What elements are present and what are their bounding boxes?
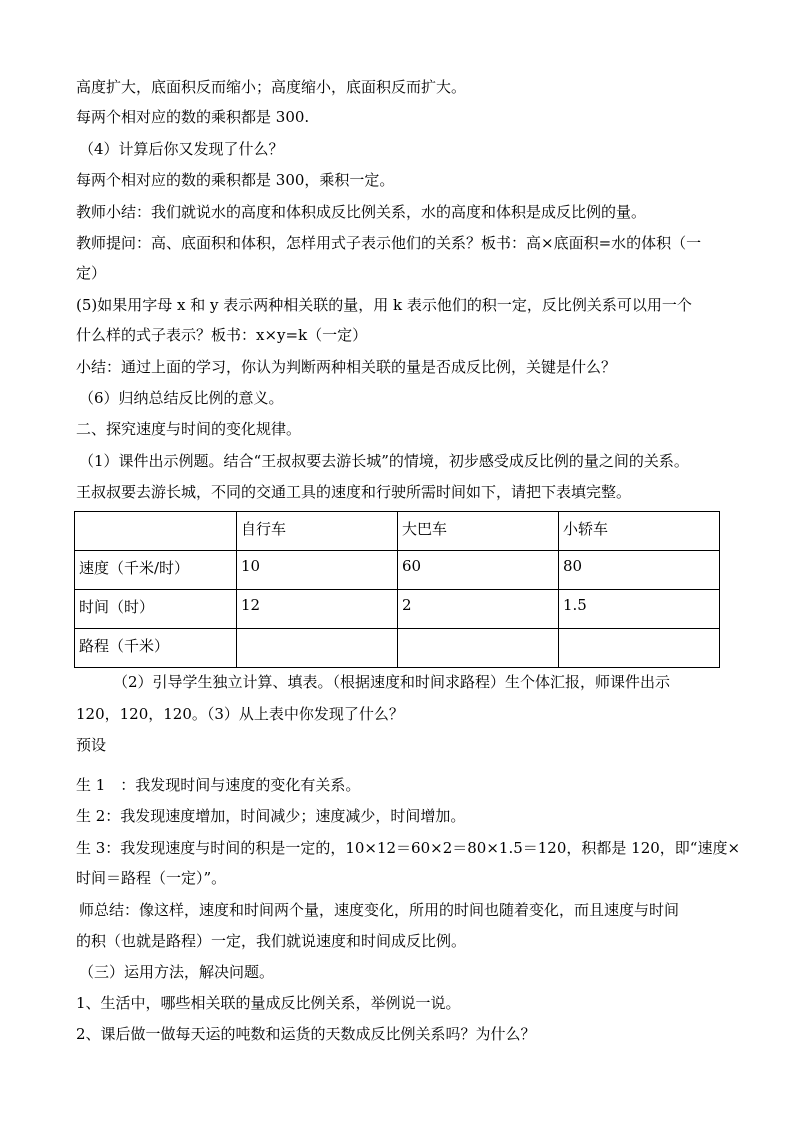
section-heading: 二、探究速度与时间的变化规律。	[76, 420, 302, 438]
paragraph-line: 每两个相对应的数的乘积都是 300.	[76, 108, 310, 126]
table-cell	[75, 512, 237, 551]
table-header-cell: 自行车	[237, 512, 398, 551]
table-cell	[398, 629, 559, 668]
teacher-conclusion: 师总结：像这样，速度和时间两个量，速度变化，所用的时间也随着变化，而且速度与时间	[79, 901, 680, 919]
table-header-cell: 大巴车	[398, 512, 559, 551]
table-row	[75, 551, 720, 590]
student-answer-2: 生 2：我发现速度增加，时间减少；速度减少，时间增加。	[76, 807, 466, 825]
exercise-2: 2、课后做一做每天运的吨数和运货的天数成反比例关系吗？为什么？	[76, 1025, 536, 1043]
summary-line: 小结：通过上面的学习，你认为判断两种相关联的量是否成反比例，关键是什么？	[76, 358, 617, 376]
question-4: （4）计算后你又发现了什么？	[79, 140, 284, 158]
student-answer-3: 生 3：我发现速度与时间的积是一定的，10×12＝60×2＝80×1.5＝120，积都是 120，即“速度×	[76, 839, 741, 857]
paragraph-line: 每两个相对应的数的乘积都是 300，乘积一定。	[76, 171, 395, 189]
table-row	[75, 590, 720, 629]
exercise-1: 1、生活中，哪些相关联的量成反比例关系，举例说一说。	[76, 994, 461, 1012]
table-instruction: 王叔叔要去游长城，不同的交通工具的速度和行驶所需时间如下，请把下表填完整。	[76, 483, 632, 501]
example-intro: （1）课件出示例题。结合“王叔叔要去游长城”的情境，初步感受成反比例的量之间的关系。	[79, 452, 689, 470]
speed-time-table	[74, 511, 720, 668]
table-cell: 1.5	[559, 590, 720, 629]
table-cell	[237, 629, 398, 668]
paragraph-line: 什么样的式子表示？板书：x×y=k（一定）	[76, 326, 368, 344]
paragraph-line: 高度扩大，底面积反而缩小；高度缩小，底面积反而扩大。	[76, 78, 467, 96]
table-row	[75, 629, 720, 668]
paragraph-line: 120，120，120。（3）从上表中你发现了什么？	[76, 705, 404, 723]
step-2: （2）引导学生独立计算、填表。（根据速度和时间求路程）生个体汇报，师课件出示	[113, 673, 671, 691]
row-label: 时间（时）	[75, 590, 237, 629]
teacher-summary: 教师小结：我们就说水的高度和体积成反比例关系，水的高度和体积是成反比例的量。	[76, 203, 647, 221]
table-cell: 10	[237, 551, 398, 590]
preset-label: 预设	[76, 736, 107, 754]
student-answer-1: 生 1 ：我发现时间与速度的变化有关系。	[76, 776, 361, 794]
question-5: (5)如果用字母 x 和 y 表示两种相关联的量，用 k 表示他们的积一定，反比例关系可以用一个	[76, 296, 692, 314]
row-label: 路程（千米）	[75, 629, 237, 668]
paragraph-line: 时间＝路程（一定）”。	[76, 869, 227, 887]
section-heading: （三）运用方法，解决问题。	[79, 963, 275, 981]
paragraph-line: 定）	[76, 264, 107, 282]
row-label: 速度（千米/时）	[75, 551, 237, 590]
table-cell: 12	[237, 590, 398, 629]
table-cell	[559, 629, 720, 668]
paragraph-line: 的积（也就是路程）一定，我们就说速度和时间成反比例。	[76, 932, 467, 950]
table-header-cell: 小轿车	[559, 512, 720, 551]
table-header-row	[75, 512, 720, 551]
teacher-question: 教师提问：高、底面积和体积，怎样用式子表示他们的关系？板书：高×底面积=水的体积（一	[76, 234, 702, 252]
table-cell: 80	[559, 551, 720, 590]
question-6: （6）归纳总结反比例的意义。	[79, 389, 284, 407]
table-cell: 60	[398, 551, 559, 590]
table-cell: 2	[398, 590, 559, 629]
